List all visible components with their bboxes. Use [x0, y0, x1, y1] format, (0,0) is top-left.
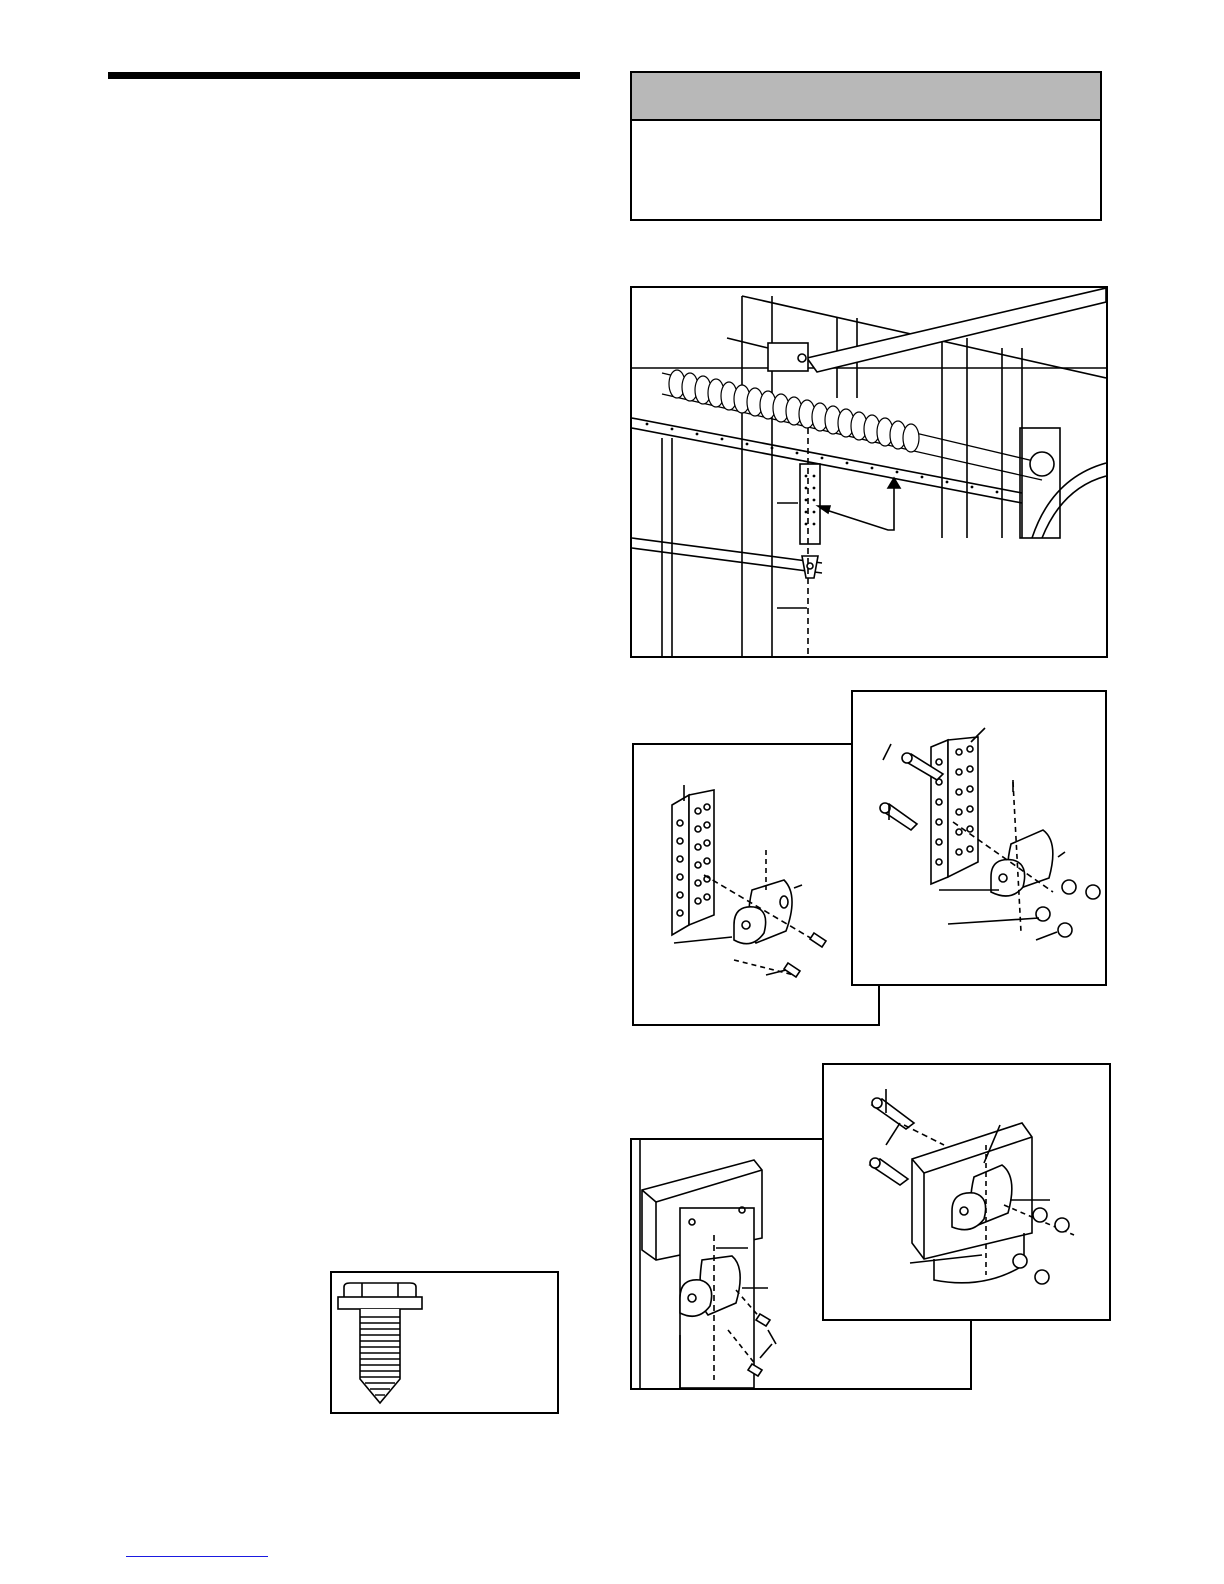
bracket-with-bolts-illustration [851, 690, 1107, 986]
bracket-on-steel-door-illustration [632, 743, 880, 1026]
warning-panel-header [632, 73, 1100, 121]
section-title-rule [108, 72, 580, 79]
lag-screw-illustration [330, 1271, 559, 1414]
bracket-on-header-illustration [822, 1063, 1111, 1321]
warning-panel [630, 71, 1102, 221]
footer-link-underline [126, 1556, 268, 1557]
door-bracket-overview-illustration [630, 286, 1108, 658]
